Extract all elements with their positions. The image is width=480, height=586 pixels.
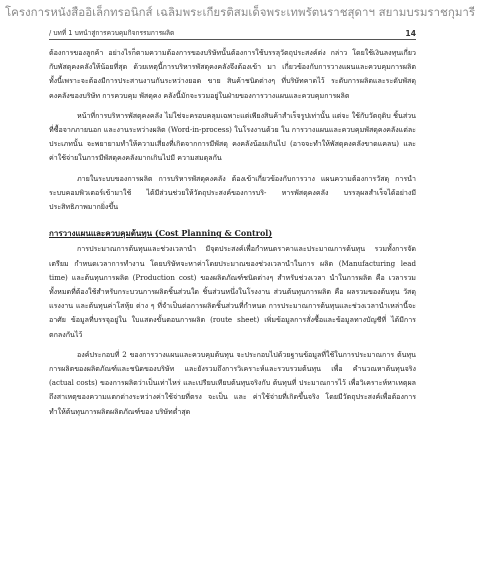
section-paragraph-2: องค์ประกอบที่ 2 ของการวางแผนและควบคุมต้นทุน จะประกอบไปด้วยฐานข้อมูลที่ใช้ในการประมาณการ ต้นทุนการผลิตของผลิตภัณฑ์และชนิดของบริษัท และยังรวมถึงการวิเคราะห์และรวบรวมต้นทุน เพื่อ คำนวณหาต้นทุนจริง (actual costs) ของการผลิตว่าเป็นเท่าไหร่ และเปรียบเทียบต้นทุนจริงกับ ต้นทุนที่ ประมาณการไว้ เพื่อวิเคราะห์หาเหตุผลถึงสาเหตุของความแตกต่างระหว่างค่าใช้จ่ายที่ตรง จะเป็น และ ค่าใช้จ่ายที่เกิดขึ้นจริง โดยมีวัตถุประสงค์เพื่อต้องการทำให้ต้นทุนการผลิตผลิตภัณฑ์ของ บริษัทต่ำสุด: [49, 349, 416, 416]
paragraph-2: หน้าที่การบริหารพัสดุคงคลัง ไม่ใช่จะครอบคลุมเฉพาะแต่เพียงสินค้าสำเร็จรูปเท่านั้น แต่จะ ใช้กับวัตถุดิบ ชิ้นส่วนที่ซื้อจากภายนอก และงานระหว่างผลิต (Word-in-process) ในโรงงานด้วย ใน การวางแผนและควบคุมพัสดุคงคลังแต่ละประเภทนั้น จะพยายามทำให้ความเสี่ยงที่เกิดจากการมีพัสดุ คงคลังน้อยเกินไป (อาจจะทำให้พัสดุคงคลังขาดแคลน) และค่าใช้จ่ายในการมีพัสดุคงคลังมากเกินไปมี ความสมดุลกัน: [49, 110, 416, 163]
page-number: 14: [405, 29, 416, 38]
paragraph-3: ภายในระบบของการผลิต การบริหารพัสดุคงคลัง ต้องเข้าเกี่ยวข้องกับการวาง แผนความต้องการวัสดุ การนำระบบคอมพิวเตอร์เข้ามาใช้ ได้มีส่วนช่วยให้วัตถุประสงค์ของการบริ- หารพัสดุคงคลัง บรรลุผลสำเร็จได้อย่างมีประสิทธิภาพมากยิ่งขึ้น: [49, 173, 416, 212]
section-heading: การวางแผนและควบคุมต้นทุน (Cost Planning & Control): [49, 228, 273, 239]
paragraph-1: ต้องการของลูกค้า อย่างไรก็ตามความต้องการของบริษัทนั้นต้องการใช้บรรลุวัตถุประสงค์ต่ง กล่าว โดยใช้เงินลงทุนเกี่ยวกับพัสดุคงคลังให้น้อยที่สุด ด้วยเหตุนี้การบริหารพัสดุคงคลังจึงต้องเข้า มา เกี่ยวข้องกับการวางแผนและควบคุมการผลิต ทั้งนี้เพราะจะต้องมีการประสานงานกันระหว่างยอด ขาย สินค้าชนิดต่างๆ ที่บริษัทคาดไว้ ระดับการผลิตและระดับพัสดุคงคลังของบริษัท การควบคุม พัสดุคง คลังนี้มักจะรวมอยู่ในฝ่ายของการวางแผนและควบคุมการผลิต: [49, 48, 416, 100]
chapter-title: / บทที่ 1 บทนำสู่การควบคุมกิจกรรมการผลิต: [49, 29, 175, 37]
body-text: [49, 46, 416, 425]
running-header: [49, 27, 416, 38]
section-paragraph-1: การประมาณการต้นทุนและช่วงเวลานำ มีจุดประสงค์เพื่อกำหนดราคาและประมาณการต้นทุน รวมทั้งการจัดเตรียม กำหนดเวลาการทำงาน โดยบริษัทจะหาค่าโดยประมาณของช่วงเวลานำในการ ผลิต (Manufacturing lead time) และต้นทุนการผลิต (Production cost) ของผลิตภัณฑ์ชนิดต่างๆ สำหรับช่วงเวลา นำในการผลิต คือ เวลารวมทั้งหมดที่ต้องใช้สำหรับกระบวนการผลิตชิ้นส่วนใด ชิ้นส่วนหนึ่งในโรงงาน ส่วนต้นทุนการผลิต คือ ผลรวมของต้นทุน วัสดุ แรงงาน และต้นทุนค่าโสหุ้ย ต่าง ๆ ที่จำเป็นต่อการผลิตชิ้นส่วนที่กำหนด การประมาณการต้นทุนและช่วงเวลานำเหล่านี้จะอาศัย ข้อมูลที่บรรจุอยู่ใน ใบแสดงขั้นตอนการผลิต (route sheet) เพิ่มข้อมูลการสั่งซื้อและข้อมูลทางบัญชีที่ ได้มีการตกลงกันไว้: [49, 244, 416, 339]
project-banner: โครงการหนังสืออิเล็กทรอนิกส์ เฉลิมพระเกียรติสมเด็จพระเทพรัตนราชสุดาฯ สยามบรมราชกุมารี: [4, 5, 476, 19]
header-divider: [49, 39, 416, 40]
